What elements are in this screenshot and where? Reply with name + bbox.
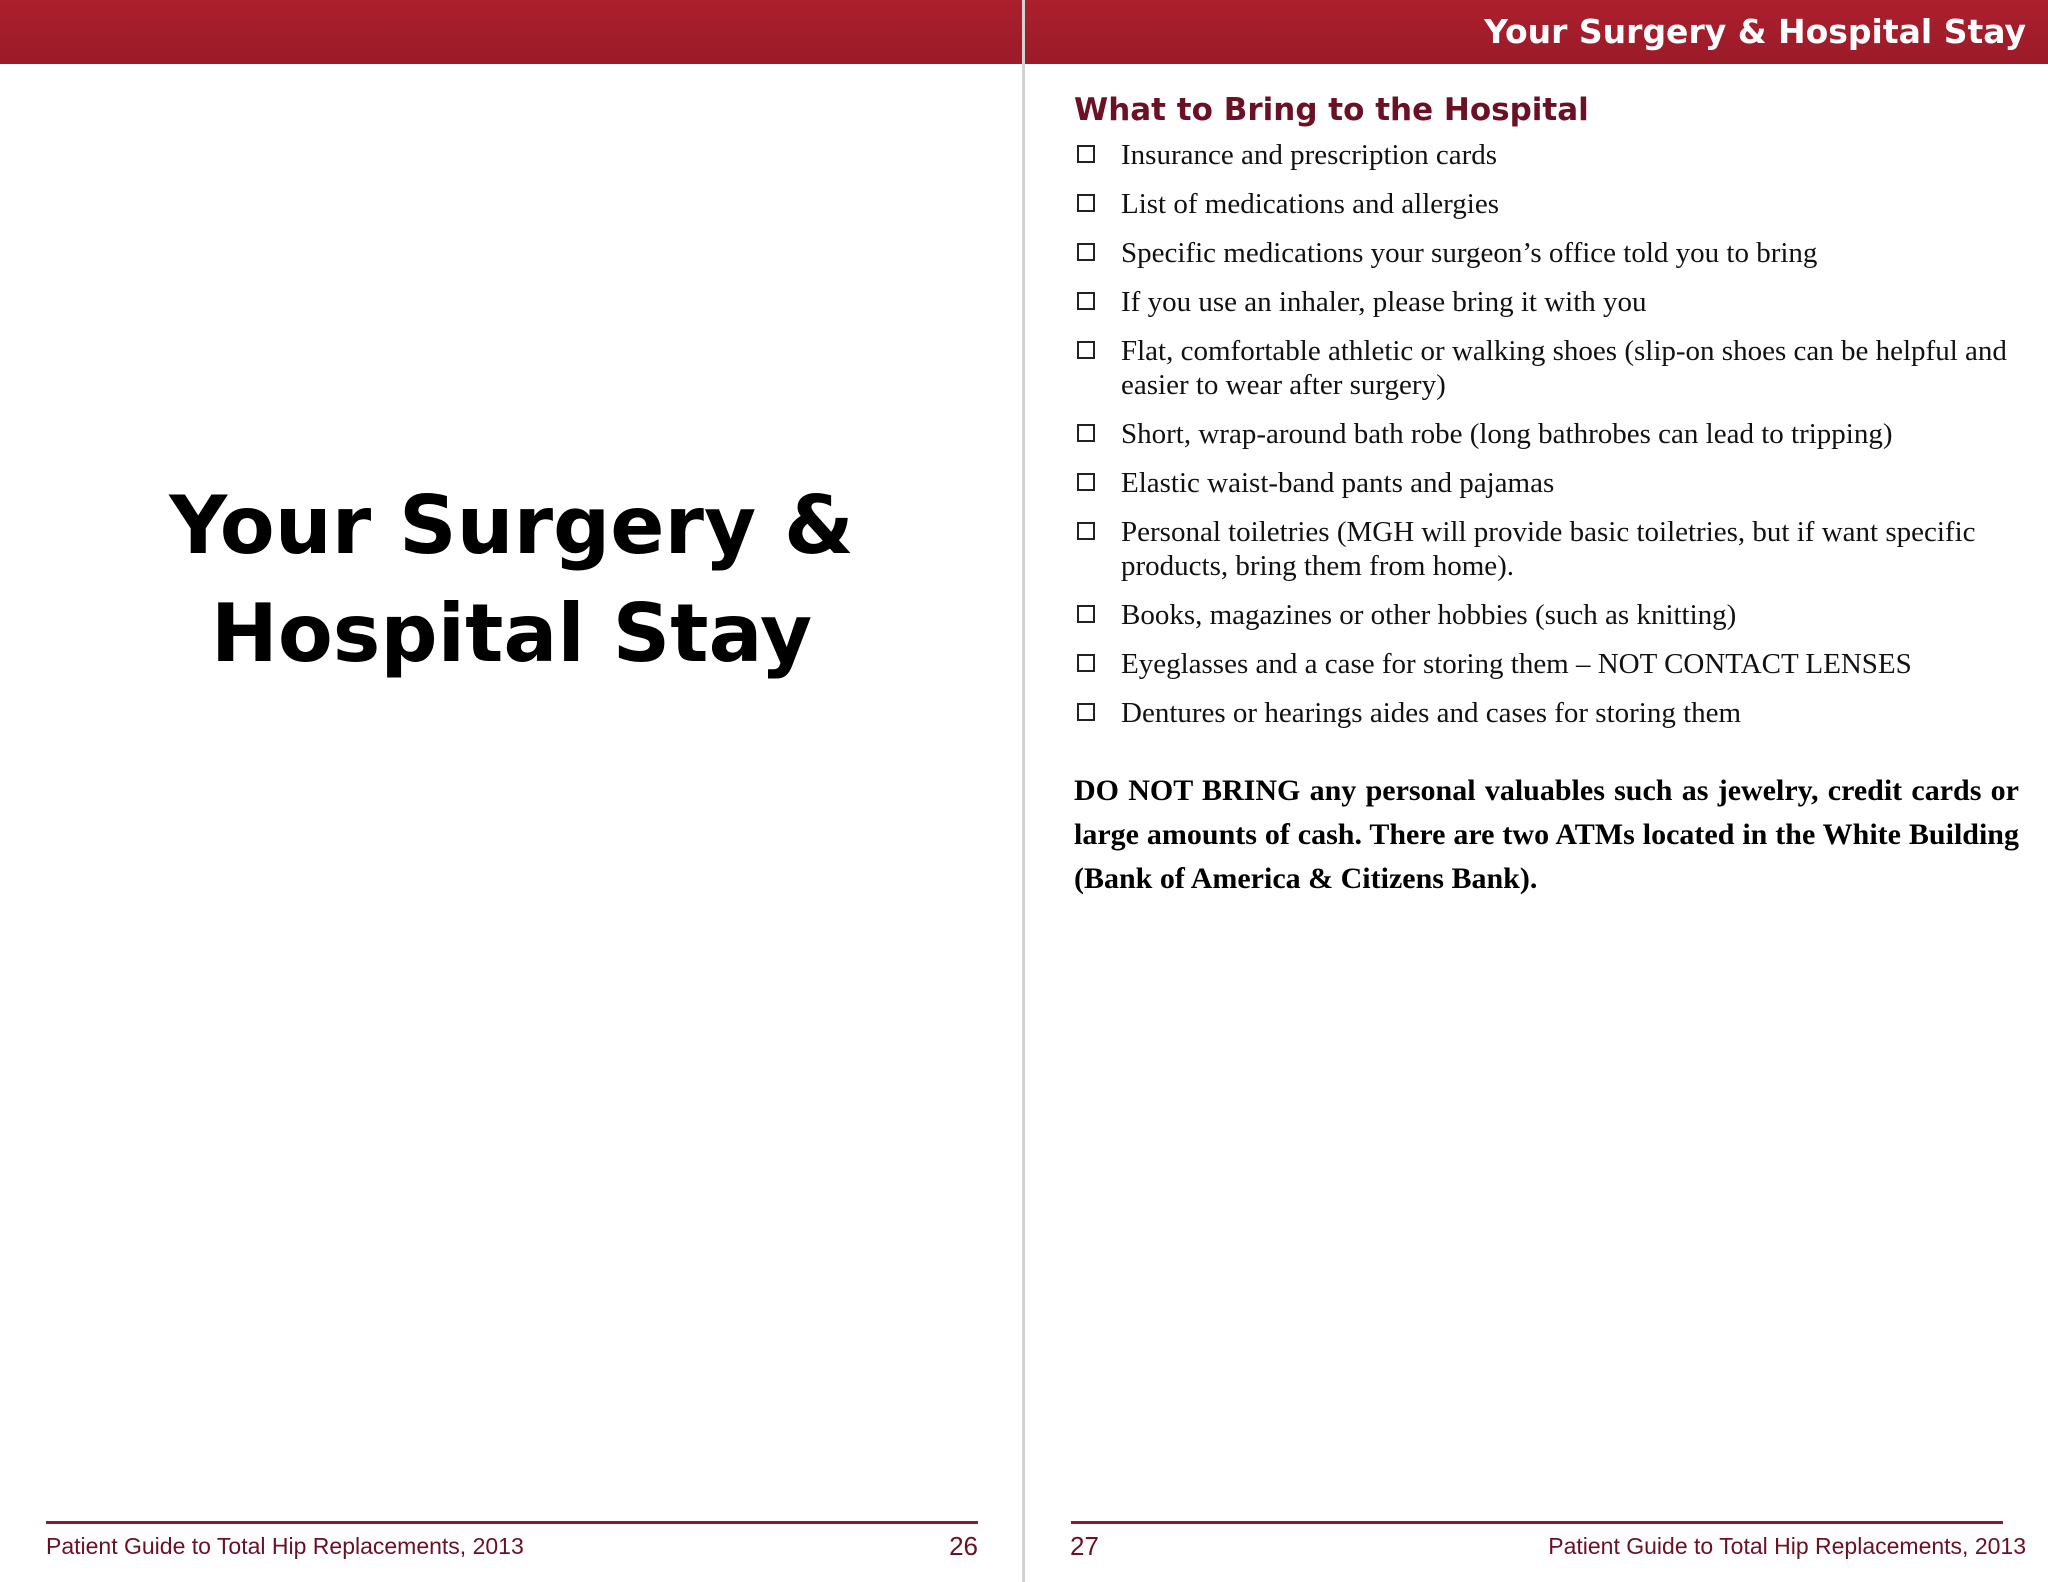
empty-checkbox-icon[interactable] <box>1077 654 1095 672</box>
checklist-item <box>1074 187 2019 221</box>
checklist-item <box>1074 466 2019 500</box>
section-title-line-1: Your Surgery & <box>169 478 854 572</box>
bring-checklist <box>1074 138 2019 730</box>
left-footer-text: Patient Guide to Total Hip Replacements, 2013 <box>46 1533 524 1559</box>
checklist-item-label: List of medications and allergies <box>1121 188 1499 220</box>
checklist-item-label: Short, wrap-around bath robe (long bathrobes can lead to tripping) <box>1121 418 1893 450</box>
checklist-item <box>1074 334 2019 402</box>
empty-checkbox-icon[interactable] <box>1077 424 1095 442</box>
empty-checkbox-icon[interactable] <box>1077 341 1095 359</box>
right-footer-rule <box>1071 1521 2003 1524</box>
running-header-title: Your Surgery & Hospital Stay <box>1484 12 2026 51</box>
empty-checkbox-icon[interactable] <box>1077 194 1095 212</box>
right-page-content <box>1074 86 2019 931</box>
empty-checkbox-icon[interactable] <box>1077 605 1095 623</box>
section-title <box>0 472 1023 688</box>
section-title-line-2: Hospital Stay <box>210 586 813 680</box>
checklist-item-label: Dentures or hearings aides and cases for storing them <box>1121 697 1742 729</box>
right-footer-text: Patient Guide to Total Hip Replacements, 2013 <box>1548 1533 2026 1559</box>
what-to-bring-heading: What to Bring to the Hospital <box>1074 92 1589 128</box>
checklist-item-label: If you use an inhaler, please bring it with you <box>1121 286 1647 318</box>
checklist-item-label: Insurance and prescription cards <box>1121 139 1498 171</box>
empty-checkbox-icon[interactable] <box>1077 703 1095 721</box>
left-page-number: 26 <box>949 1531 978 1561</box>
right-page <box>1025 0 2048 1582</box>
checklist-item <box>1074 647 2019 681</box>
checklist-item <box>1074 236 2019 270</box>
checklist-item <box>1074 285 2019 319</box>
checklist-item <box>1074 598 2019 632</box>
checklist-item-label: Elastic waist-band pants and pajamas <box>1121 467 1555 499</box>
checklist-item-label: Flat, comfortable athletic or walking shoes (slip-on shoes can be helpful and easier to wear after surgery) <box>1121 335 2007 401</box>
do-not-bring-warning: DO NOT BRING any personal valuables such as jewelry, credit cards or large amounts of cash. There are two ATMs located in the White Building (Bank of America & Citizens Bank). <box>1074 774 2019 895</box>
empty-checkbox-icon[interactable] <box>1077 522 1095 540</box>
left-footer-rule <box>46 1521 978 1524</box>
checklist-item <box>1074 696 2019 730</box>
checklist-item-label: Eyeglasses and a case for storing them – NOT CONTACT LENSES <box>1121 648 1912 680</box>
checklist-item <box>1074 515 2019 583</box>
checklist-item <box>1074 417 2019 451</box>
empty-checkbox-icon[interactable] <box>1077 145 1095 163</box>
right-header-bar <box>1025 0 2048 64</box>
checklist-item-label: Books, magazines or other hobbies (such as knitting) <box>1121 599 1737 631</box>
checklist-item-label: Specific medications your surgeon’s office told you to bring <box>1121 237 1818 269</box>
empty-checkbox-icon[interactable] <box>1077 473 1095 491</box>
empty-checkbox-icon[interactable] <box>1077 292 1095 310</box>
left-header-bar <box>0 0 1023 64</box>
checklist-item-label: Personal toiletries (MGH will provide basic toiletries, but if want specific products, bring them from home). <box>1121 516 1976 582</box>
empty-checkbox-icon[interactable] <box>1077 243 1095 261</box>
right-page-number: 27 <box>1070 1531 1099 1561</box>
checklist-item <box>1074 138 2019 172</box>
left-page <box>0 0 1023 1582</box>
